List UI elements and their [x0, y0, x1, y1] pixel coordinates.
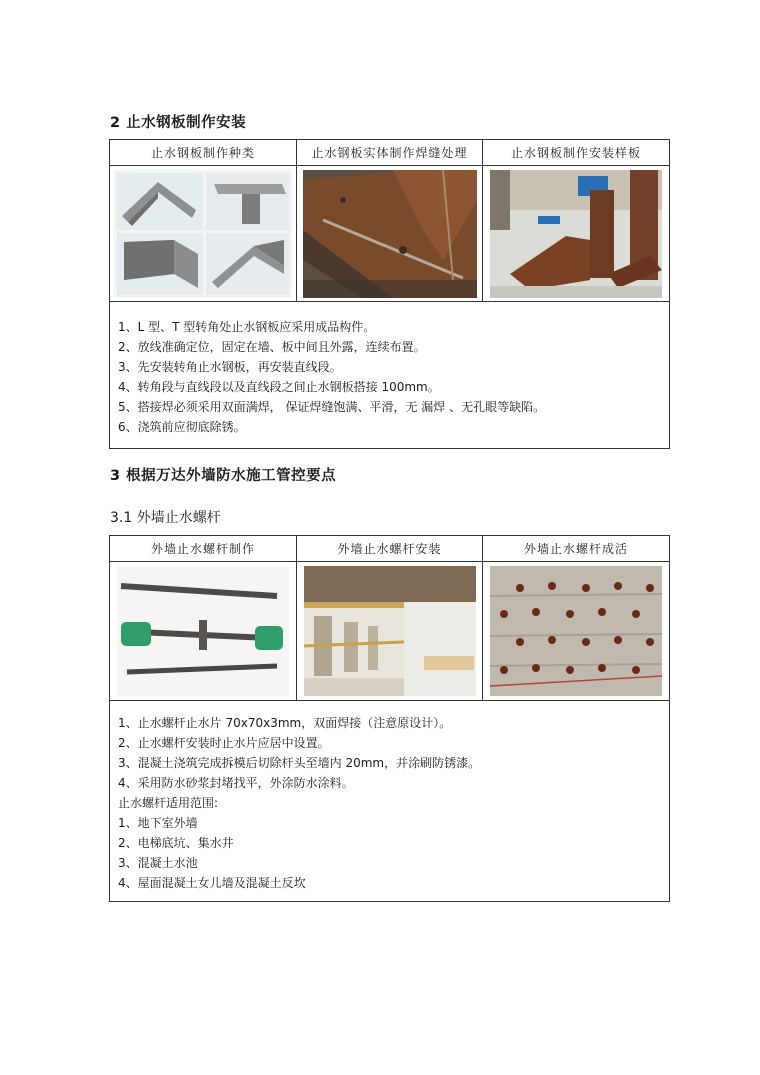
table-header-cell: 止水钢板制作种类: [110, 140, 297, 166]
table-header-cell: 外墙止水螺杆成活: [483, 536, 670, 562]
bolt-install-photo: [304, 566, 476, 696]
note-line: 3、混凝土浇筑完成拆模后切除杆头至墙内 20mm，并涂刷防锈漆。: [118, 756, 481, 770]
steel-plate-table: [109, 139, 670, 449]
note-line: 2、电梯底坑、集水井: [118, 836, 234, 850]
table-header-row: [110, 536, 670, 562]
table-header-cell: 外墙止水螺杆安装: [297, 536, 483, 562]
note-line: 5、搭接焊必须采用双面满焊， 保证焊缝饱满、平滑，无 漏焊 、无孔眼等缺陷。: [118, 400, 546, 414]
note-line: 6、浇筑前应彻底除锈。: [118, 420, 246, 434]
section-3-title: 3 根据万达外墙防水施工管控要点: [110, 468, 337, 484]
notes-row: [110, 302, 670, 449]
bolt-finished-wall-photo: [490, 566, 662, 696]
weld-seam-cell: [297, 166, 483, 302]
install-sample-cell: [483, 166, 670, 302]
note-line: 4、屋面混凝土女儿墙及混凝土反坎: [118, 876, 306, 890]
note-line: 3、先安装转角止水钢板，再安装直线段。: [118, 360, 342, 374]
table-header-row: [110, 140, 670, 166]
note-line: 4、转角段与直线段以及直线段之间止水钢板搭接 100mm。: [118, 380, 440, 394]
notes-row: [110, 701, 670, 902]
table-header-cell: 外墙止水螺杆制作: [110, 536, 297, 562]
table-header-cell: 止水钢板制作安装样板: [483, 140, 670, 166]
note-line: 止水螺杆适用范围:: [118, 796, 219, 810]
steel-plate-types-cell: [110, 166, 297, 302]
bolt-fabrication-cell: [110, 562, 297, 701]
note-line: 3、混凝土水池: [118, 856, 198, 870]
steel-plate-types-photo: [114, 170, 292, 298]
note-line: 2、止水螺杆安装时止水片应居中设置。: [118, 736, 330, 750]
install-sample-photo: [490, 170, 662, 298]
water-stop-bolt-table: [109, 535, 670, 902]
image-row: [110, 166, 670, 302]
bolt-finished-wall-cell: [483, 562, 670, 701]
section-2-title: 2 止水钢板制作安装: [110, 115, 247, 131]
image-row: [110, 562, 670, 701]
note-line: 1、地下室外墙: [118, 816, 198, 830]
steel-plate-notes: [110, 302, 670, 449]
note-line: 2、放线准确定位，固定在墙、板中间且外露，连续布置。: [118, 340, 426, 354]
note-line: 1、止水螺杆止水片 70x70x3mm，双面焊接（注意原设计）。: [118, 716, 452, 730]
bolt-install-cell: [297, 562, 483, 701]
note-line: 1、L 型、T 型转角处止水钢板应采用成品构件。: [118, 320, 376, 334]
note-line: 4、采用防水砂浆封堵找平，外涂防水涂料。: [118, 776, 354, 790]
subsection-3-1-title: 3.1 外墙止水螺杆: [110, 510, 221, 526]
weld-seam-photo: [303, 170, 477, 298]
table-header-cell: 止水钢板实体制作焊缝处理: [297, 140, 483, 166]
bolt-fabrication-photo: [117, 566, 289, 696]
water-stop-bolt-notes: [110, 701, 670, 902]
